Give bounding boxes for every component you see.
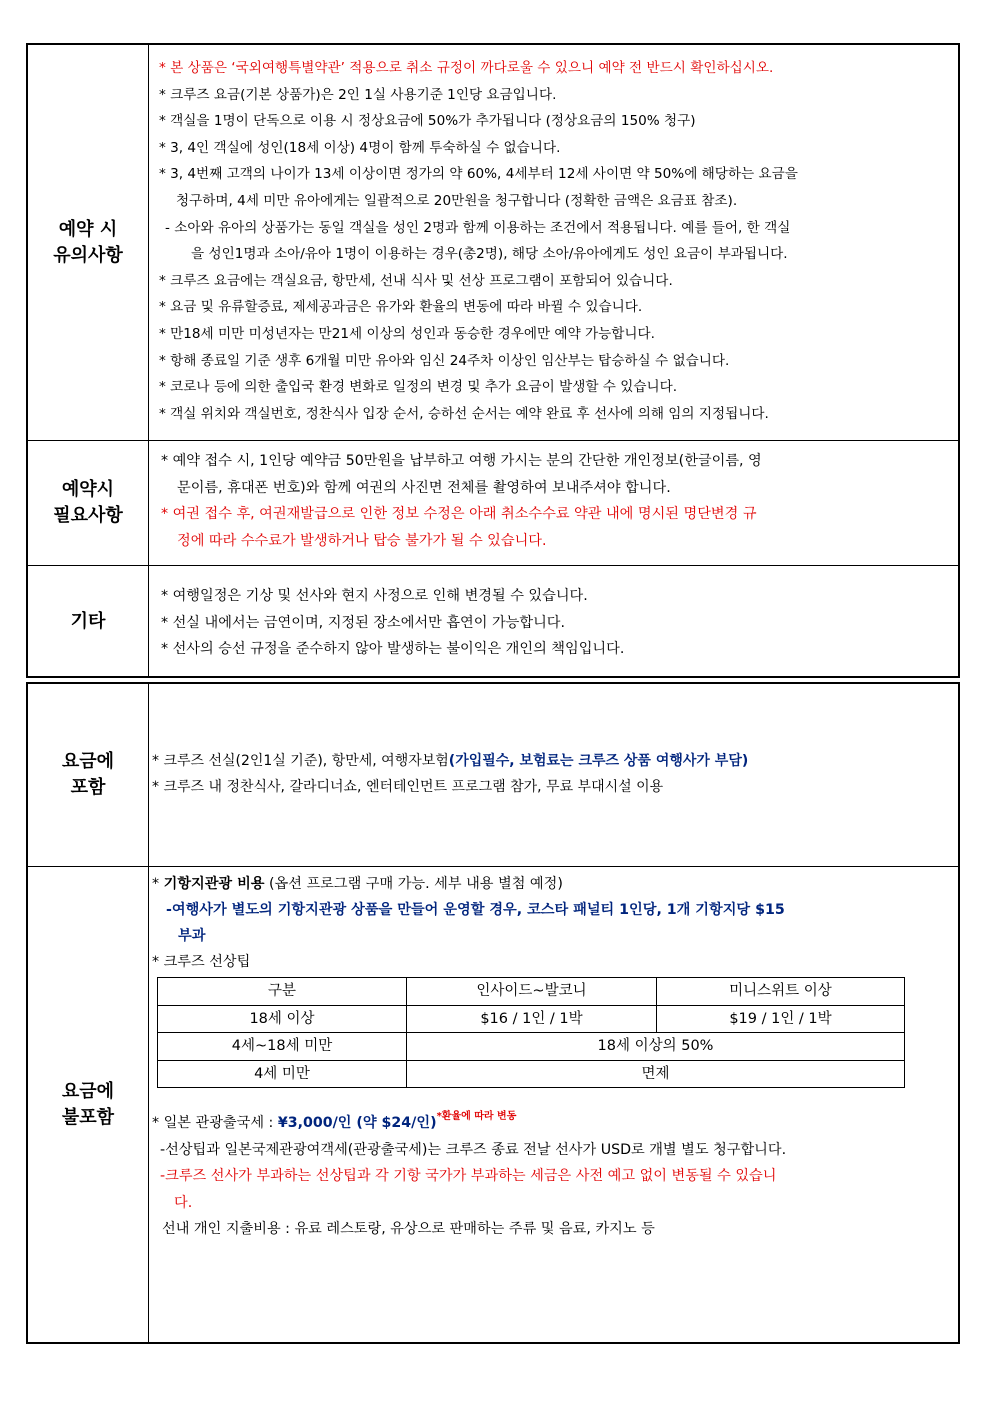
table-cell: 4세~18세 미만	[158, 1033, 407, 1061]
excursion-penalty-line: -여행사가 별도의 기항지관광 상품을 만들어 운영할 경우, 코스타 패널티 1인당, 1개 기항지당 $15	[166, 902, 785, 918]
label-line: 기타	[70, 611, 106, 632]
caution-line: * 코로나 등에 의한 출입국 환경 변화로 일정의 변경 및 추가 요금이 발생할 수 있습니다.	[159, 379, 678, 396]
caution-line: * 만18세 미만 미성년자는 만21세 이상의 성인과 동승한 경우에만 예약 가능합니다.	[159, 325, 655, 342]
caution-line: * 본 상품은 ‘국외여행특별약관’ 적용으로 취소 규정이 까다로울 수 있으니 예약 전 반드시 확인하십시오.	[159, 60, 774, 76]
booking-requirements-row	[28, 440, 958, 565]
tips-title: * 크루즈 선상팁	[152, 954, 251, 970]
other-line: * 여행일정은 기상 및 선사와 현지 사정으로 인해 변경될 수 있습니다.	[161, 588, 588, 604]
requirement-line: 문이름, 휴대폰 번호)와 함께 여권의 사진면 전체를 촬영하여 보내주셔야 합니다.	[177, 479, 671, 496]
table-cell: $19 / 1인 / 1박	[657, 1005, 905, 1033]
booking-cautions-label	[28, 45, 149, 440]
requirement-line: 정에 따라 수수료가 발생하거나 탑승 불가가 될 수 있습니다.	[177, 532, 547, 549]
fare-included-row	[28, 684, 958, 866]
table-row	[158, 1060, 905, 1088]
caution-line: 을 성인1명과 소아/유아 1명이 이용하는 경우(총2명), 해당 소아/유아에게도 성인 요금이 부과됩니다.	[191, 246, 788, 263]
booking-notice-table	[26, 43, 960, 678]
label-line: 불포함	[61, 1106, 115, 1128]
caution-line: * 크루즈 요금(기본 상품가)은 2인 1실 사용기준 1인당 요금입니다.	[159, 86, 557, 103]
caution-line: * 객실 위치와 객실번호, 정찬식사 입장 순서, 승하선 순서는 예약 완료 후 선사에 의해 임의 지정됩니다.	[159, 405, 769, 422]
table-cell: 18세 이상의 50%	[407, 1033, 905, 1061]
other-row	[28, 565, 958, 678]
booking-requirements-label	[28, 441, 149, 565]
table-row	[158, 1033, 905, 1061]
label-line: 포함	[70, 777, 106, 798]
excursion-title: 기항지관광 비용	[163, 876, 265, 892]
label-line: 유의사항	[53, 244, 123, 266]
tax-change-note: -크루즈 선사가 부과하는 선상팁과 각 기항 국가가 부과하는 세금은 사전 예고 없이 변동될 수 있습니	[160, 1168, 777, 1184]
tips-table	[157, 977, 905, 1088]
table-cell: 18세 이상	[158, 1005, 407, 1033]
included-text: * 크루즈 선실(2인1실 기준), 항만세, 여행자보험	[152, 753, 449, 769]
table-cell: $16 / 1인 / 1박	[407, 1005, 657, 1033]
excursion-note: (옵션 프로그램 구매 가능. 세부 내용 별첨 예정)	[264, 876, 563, 892]
fare-included-content	[149, 684, 958, 866]
booking-cautions-row	[28, 45, 958, 440]
caution-line: * 객실을 1명이 단독으로 이용 시 정상요금에 50%가 추가됩니다 (정상요금의 150% 청구)	[159, 113, 696, 130]
table-row	[158, 1005, 905, 1033]
departure-tax-line	[152, 1104, 786, 1137]
label-line: 예약시	[61, 479, 115, 500]
requirement-line: * 예약 접수 시, 1인당 예약금 50만원을 납부하고 여행 가시는 분의 간단한 개인정보(한글이름, 영	[161, 453, 762, 469]
tips-billing-note: -선상팁과 일본국제관광여객세(관광출국세)는 크루즈 종료 전날 선사가 USD로 개별 별도 청구합니다.	[160, 1141, 787, 1158]
table-cell: 면제	[407, 1060, 905, 1088]
bullet: *	[152, 876, 164, 892]
fare-excluded-row	[28, 866, 958, 1342]
other-line: * 선실 내에서는 금연이며, 지정된 장소에서만 흡연이 가능합니다.	[161, 614, 566, 631]
insurance-note: (가입필수, 보험료는 크루즈 상품 여행사가 부담)	[448, 753, 749, 769]
table-cell: 4세 미만	[158, 1060, 407, 1088]
caution-line: 청구하며, 4세 미만 유아에게는 일괄적으로 20만원을 청구합니다 (정확한 금액은 요금표 참조).	[176, 192, 738, 209]
other-content	[149, 566, 958, 678]
included-line: * 크루즈 내 정찬식사, 갈라디너쇼, 엔터테인먼트 프로그램 참가, 무료 부대시설 이용	[152, 779, 664, 795]
included-line	[152, 748, 748, 774]
table-header-cell: 인사이드~발코니	[407, 978, 657, 1006]
other-line: * 선사의 승선 규정을 준수하지 않아 발생하는 불이익은 개인의 책임입니다.	[161, 641, 625, 657]
table-header-cell: 구분	[158, 978, 407, 1006]
table-header-row	[158, 978, 905, 1006]
label-line: 예약 시	[58, 218, 118, 240]
personal-expense-note: 선내 개인 지출비용 : 유료 레스토랑, 유상으로 판매하는 주류 및 음료, 카지노 등	[162, 1221, 655, 1237]
fare-excluded-label	[28, 867, 149, 1342]
caution-line: * 요금 및 유류할증료, 제세공과금은 유가와 환율의 변동에 따라 바뀔 수 있습니다.	[159, 299, 643, 316]
caution-line: * 3, 4인 객실에 성인(18세 이상) 4명이 함께 투숙하실 수 없습니다.	[159, 139, 561, 156]
requirement-line: * 여권 접수 후, 여권재발급으로 인한 정보 수정은 아래 취소수수료 약관 내에 명시된 명단변경 규	[161, 506, 757, 522]
caution-line: - 소아와 유아의 상품가는 동일 객실을 성인 2명과 함께 이용하는 조건에서 적용됩니다. 예를 들어, 한 객실	[165, 219, 791, 236]
label-line: 요금에	[61, 751, 115, 772]
caution-line: * 3, 4번째 고객의 나이가 13세 이상이면 정가의 약 60%, 4세부터 12세 사이면 약 50%에 해당하는 요금을	[159, 166, 798, 183]
excursion-penalty-line: 부과	[178, 928, 206, 944]
tax-footnote: *환율에 따라 변동	[436, 1111, 517, 1122]
tax-change-note: 다.	[174, 1194, 193, 1211]
label-line: 요금에	[61, 1080, 115, 1102]
fare-excluded-content	[149, 867, 958, 1342]
booking-cautions-content	[149, 45, 958, 440]
other-label	[28, 566, 149, 678]
booking-requirements-content	[149, 441, 958, 565]
fare-included-label	[28, 684, 149, 866]
fare-table	[26, 682, 960, 1344]
tax-value: ¥3,000/인 (약 $24/인)	[277, 1115, 437, 1131]
label-line: 필요사항	[53, 505, 123, 526]
excursion-line	[152, 871, 785, 897]
caution-line: * 크루즈 요금에는 객실요금, 항만세, 선내 식사 및 선상 프로그램이 포함되어 있습니다.	[159, 272, 673, 289]
tax-label: * 일본 관광출국세 :	[152, 1115, 278, 1131]
caution-line: * 항해 종료일 기준 생후 6개월 미만 유아와 임신 24주차 이상인 임산부는 탑승하실 수 없습니다.	[159, 352, 730, 369]
table-header-cell: 미니스위트 이상	[657, 978, 905, 1006]
